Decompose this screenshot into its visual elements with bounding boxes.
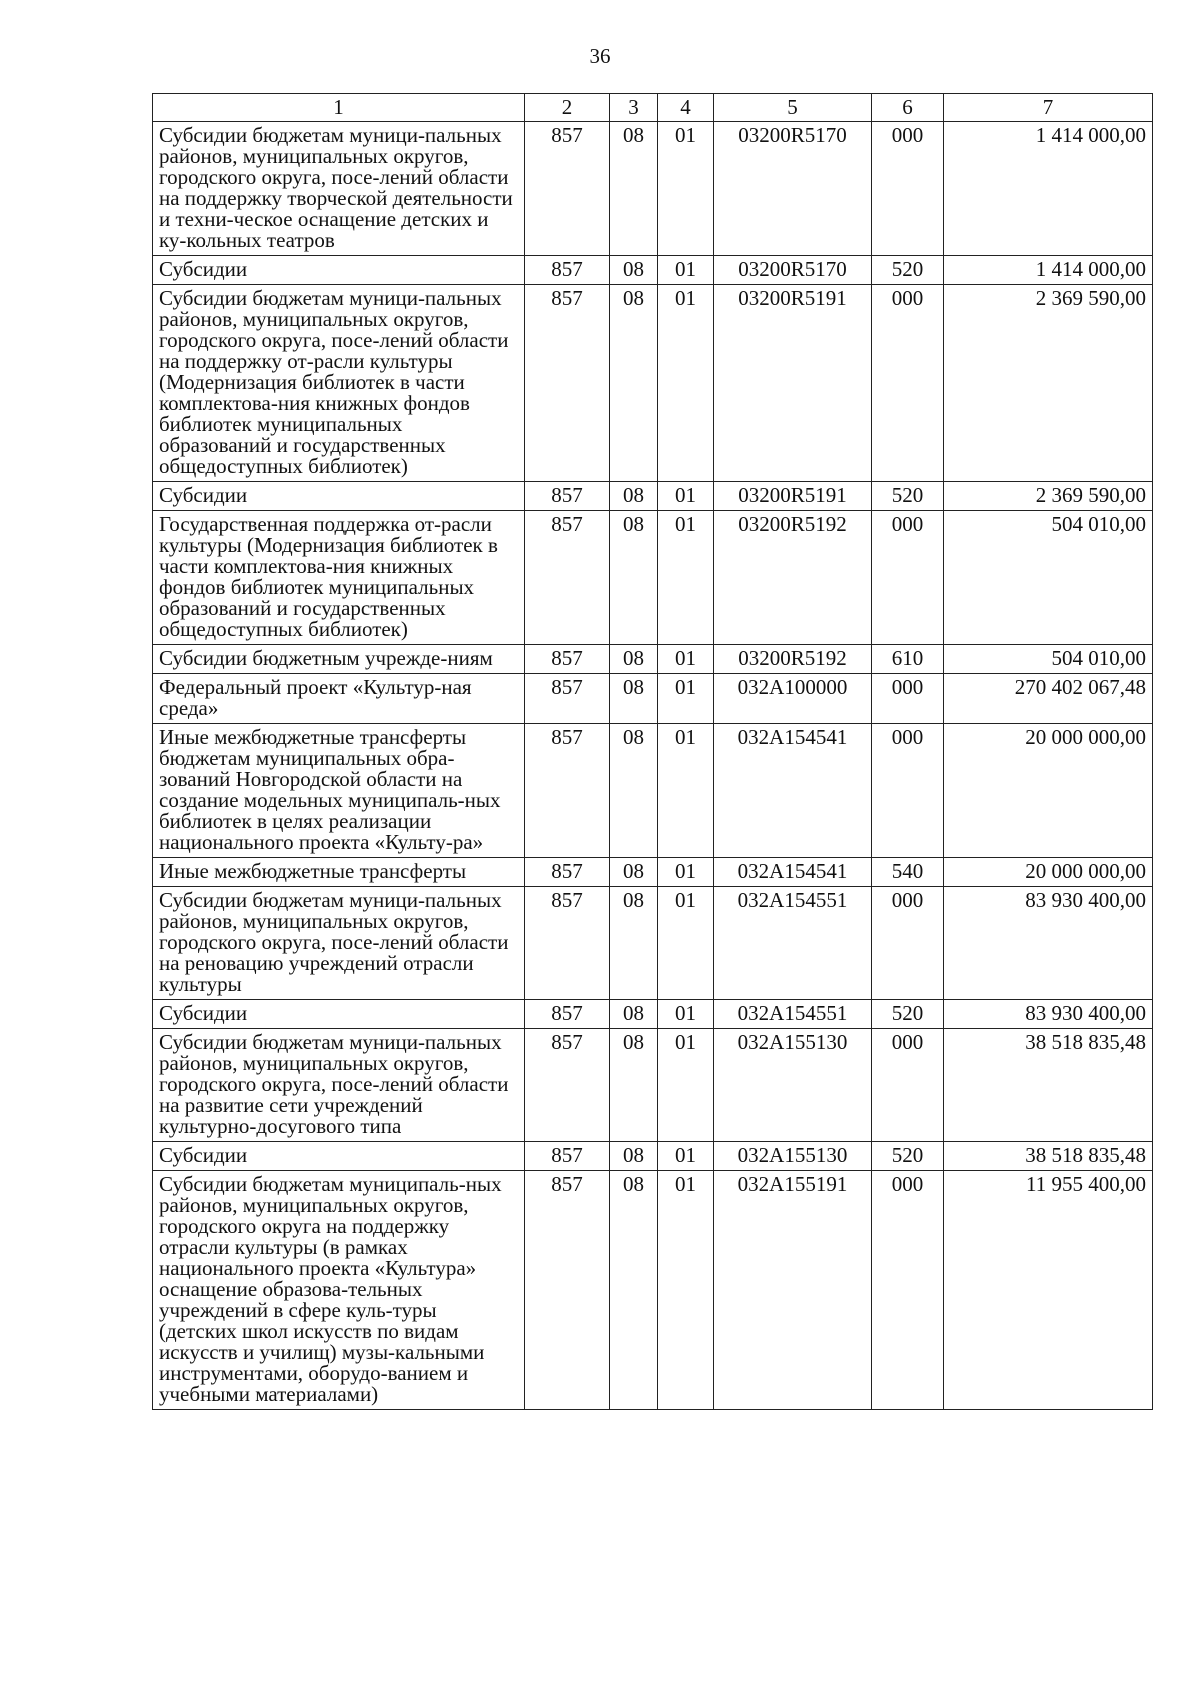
target-article-code: 03200R5191 [714,482,872,511]
expense-type-code: 520 [872,1000,944,1029]
subsection-code: 01 [658,674,714,724]
table-row [153,858,1153,887]
subsection-code: 01 [658,645,714,674]
subsection-code: 01 [658,1171,714,1410]
target-article-code: 032A154541 [714,724,872,858]
column-header: 7 [944,94,1153,122]
expense-type-code: 610 [872,645,944,674]
section-code: 08 [610,887,658,1000]
subsection-code: 01 [658,285,714,482]
row-description: Субсидии бюджетам муници-пальных районов, муниципальных округов, городского округа, посе-лений области на поддержку творческой деятельности и техни-ческое оснащение детских и ку-кольных театров [153,122,525,256]
table-row [153,887,1153,1000]
subsection-code: 01 [658,511,714,645]
row-description: Субсидии [153,1142,525,1171]
amount: 1 414 000,00 [944,256,1153,285]
column-header: 2 [525,94,610,122]
expense-type-code: 000 [872,1171,944,1410]
page-number: 36 [589,44,611,68]
admin-code: 857 [525,674,610,724]
expense-type-code: 520 [872,1142,944,1171]
target-article-code: 03200R5170 [714,256,872,285]
subsection-code: 01 [658,122,714,256]
table-row [153,1142,1153,1171]
section-code: 08 [610,1000,658,1029]
subsection-code: 01 [658,1142,714,1171]
column-header: 4 [658,94,714,122]
admin-code: 857 [525,482,610,511]
amount: 20 000 000,00 [944,724,1153,858]
table-row [153,1029,1153,1142]
section-code: 08 [610,858,658,887]
row-description: Субсидии [153,1000,525,1029]
subsection-code: 01 [658,887,714,1000]
expense-type-code: 000 [872,122,944,256]
target-article-code: 032A100000 [714,674,872,724]
section-code: 08 [610,511,658,645]
row-description: Государственная поддержка от-расли культуры (Модернизация библиотек в части комплектова-ния книжных фондов библиотек муниципальных образований и государственных общедоступных библиотек) [153,511,525,645]
row-description: Субсидии [153,256,525,285]
section-code: 08 [610,256,658,285]
section-code: 08 [610,724,658,858]
subsection-code: 01 [658,858,714,887]
expense-type-code: 520 [872,256,944,285]
table-row [153,674,1153,724]
admin-code: 857 [525,887,610,1000]
admin-code: 857 [525,122,610,256]
subsection-code: 01 [658,482,714,511]
admin-code: 857 [525,256,610,285]
target-article-code: 032A155191 [714,1171,872,1410]
expense-type-code: 540 [872,858,944,887]
admin-code: 857 [525,1000,610,1029]
expense-type-code: 000 [872,511,944,645]
table-row [153,724,1153,858]
amount: 83 930 400,00 [944,1000,1153,1029]
table-row [153,482,1153,511]
column-header: 6 [872,94,944,122]
section-code: 08 [610,645,658,674]
row-description: Субсидии бюджетам муници-пальных районов, муниципальных округов, городского округа, посе-лений области на развитие сети учреждений культурно-досугового типа [153,1029,525,1142]
target-article-code: 032A154551 [714,887,872,1000]
expense-type-code: 000 [872,887,944,1000]
row-description: Субсидии бюджетам муници-пальных районов, муниципальных округов, городского округа, посе-лений области на поддержку от-расли культуры (Модернизация библиотек в части комплектова-ния книжных фондов библиотек муниципальных образований и государственных общедоступных библиотек) [153,285,525,482]
admin-code: 857 [525,1142,610,1171]
target-article-code: 032A154551 [714,1000,872,1029]
admin-code: 857 [525,724,610,858]
target-article-code: 032A154541 [714,858,872,887]
section-code: 08 [610,122,658,256]
target-article-code: 03200R5192 [714,645,872,674]
target-article-code: 03200R5170 [714,122,872,256]
amount: 2 369 590,00 [944,285,1153,482]
row-description: Федеральный проект «Культур-ная среда» [153,674,525,724]
subsection-code: 01 [658,256,714,285]
admin-code: 857 [525,1171,610,1410]
table-row [153,511,1153,645]
amount: 38 518 835,48 [944,1029,1153,1142]
target-article-code: 03200R5191 [714,285,872,482]
column-header: 3 [610,94,658,122]
amount: 504 010,00 [944,645,1153,674]
amount: 2 369 590,00 [944,482,1153,511]
table-row [153,256,1153,285]
subsection-code: 01 [658,724,714,858]
budget-table [152,93,1153,1410]
section-code: 08 [610,285,658,482]
table-row [153,285,1153,482]
target-article-code: 032A155130 [714,1029,872,1142]
expense-type-code: 000 [872,724,944,858]
admin-code: 857 [525,645,610,674]
amount: 504 010,00 [944,511,1153,645]
table-row [153,122,1153,256]
expense-type-code: 520 [872,482,944,511]
section-code: 08 [610,1142,658,1171]
amount: 20 000 000,00 [944,858,1153,887]
row-description: Субсидии бюджетам муниципаль-ных районов, муниципальных округов, городского округа на поддержку отрасли культуры (в рамках национального проекта «Культура» оснащение образова-тельных учреждений в сфере куль-туры (детских школ искусств по видам искусств и училищ) музы-кальными инструментами, оборудо-ванием и учебными материалами) [153,1171,525,1410]
table-row [153,1000,1153,1029]
admin-code: 857 [525,285,610,482]
target-article-code: 032A155130 [714,1142,872,1171]
admin-code: 857 [525,858,610,887]
row-description: Субсидии бюджетам муници-пальных районов, муниципальных округов, городского округа, посе-лений области на реновацию учреждений отрасли культуры [153,887,525,1000]
amount: 83 930 400,00 [944,887,1153,1000]
row-description: Субсидии бюджетным учрежде-ниям [153,645,525,674]
amount: 11 955 400,00 [944,1171,1153,1410]
section-code: 08 [610,1029,658,1142]
table-row [153,645,1153,674]
section-code: 08 [610,1171,658,1410]
section-code: 08 [610,674,658,724]
admin-code: 857 [525,1029,610,1142]
table-header-row [153,94,1153,122]
expense-type-code: 000 [872,674,944,724]
subsection-code: 01 [658,1029,714,1142]
expense-type-code: 000 [872,1029,944,1142]
admin-code: 857 [525,511,610,645]
amount: 38 518 835,48 [944,1142,1153,1171]
table-row [153,1171,1153,1410]
row-description: Иные межбюджетные трансферты [153,858,525,887]
row-description: Субсидии [153,482,525,511]
column-header: 5 [714,94,872,122]
amount: 1 414 000,00 [944,122,1153,256]
column-header: 1 [153,94,525,122]
section-code: 08 [610,482,658,511]
amount: 270 402 067,48 [944,674,1153,724]
row-description: Иные межбюджетные трансферты бюджетам муниципальных обра-зований Новгородской области на создание модельных муниципаль-ных библиотек в целях реализации национального проекта «Культу-ра» [153,724,525,858]
expense-type-code: 000 [872,285,944,482]
subsection-code: 01 [658,1000,714,1029]
target-article-code: 03200R5192 [714,511,872,645]
